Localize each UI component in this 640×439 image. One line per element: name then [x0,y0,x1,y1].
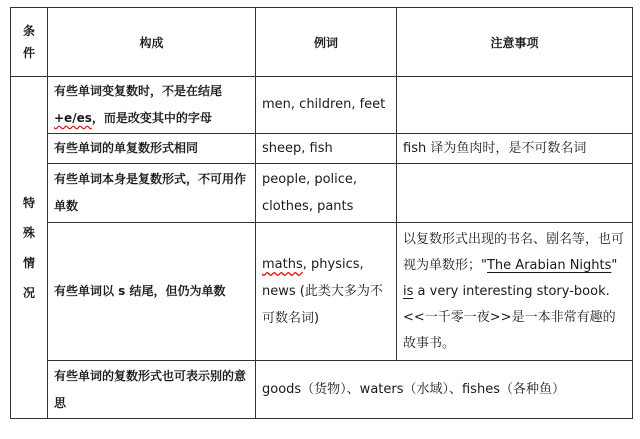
notes-cell: fish 译为鱼肉时，是不可数名词 [397,133,633,163]
notes-cell: 以复数形式出现的书名、剧名等，也可视为单数形；"The Arabian Nights" is a very interesting story-book. <<一千零一夜>>是一本非常有趣的故事书。 [397,223,633,361]
book-title: The Arabian Nights [486,257,612,273]
wavy-underlined-text: maths [262,257,303,273]
table-row [11,223,633,361]
construct-cell: 有些单词的复数形式也可表示别的意思 [48,361,256,419]
table-row [11,361,633,419]
construct-cell: 有些单词本身是复数形式，不可用作单数 [48,164,256,223]
header-example: 例词 [256,8,397,77]
table-row [11,77,633,134]
construct-cell: 有些单词以 s 结尾，但仍为单数 [48,223,256,361]
table-row [11,133,633,163]
header-row [11,8,633,77]
example-cell: men, children, feet [256,77,397,134]
example-cell: goods（货物）、waters（水域）、fishes（各种鱼） [256,361,633,419]
notes-cell [397,164,633,223]
table-row [11,164,633,223]
header-notes: 注意事项 [397,8,633,77]
notes-cell [397,77,633,134]
wavy-underlined-text: +e/es [54,110,92,125]
construct-cell: 有些单词变复数时，不是在结尾+e/es，而是改变其中的字母 [48,77,256,134]
construct-cell: 有些单词的单复数形式相同 [48,133,256,163]
grammar-table [10,7,633,419]
example-cell: maths, physics, news (此类大多为不可数名词) [256,223,397,361]
special-cases-label: 特 殊 情 况 [11,77,48,419]
example-cell: sheep, fish [256,133,397,163]
header-condition: 条 件 [11,8,48,77]
underlined-word: is [403,283,414,299]
header-construct: 构成 [48,8,256,77]
example-cell: people, police, clothes, pants [256,164,397,223]
